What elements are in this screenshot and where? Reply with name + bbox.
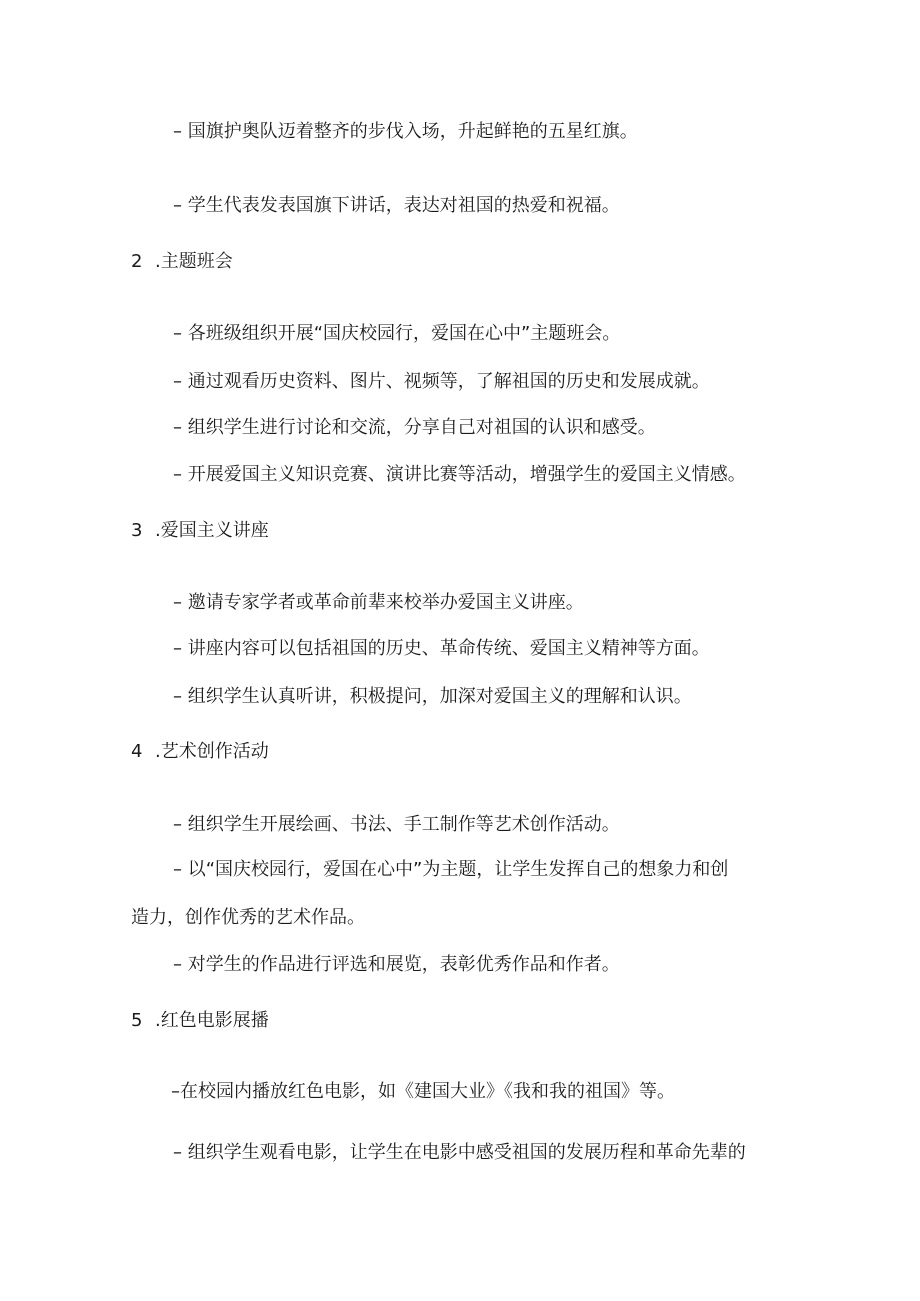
list-item: – 讲座内容可以包括祖国的历史、革命传统、爱国主义精神等方面。 [173, 638, 710, 659]
section-number: 5 [131, 1010, 143, 1031]
section-title: .爱国主义讲座 [155, 520, 269, 541]
section-heading [131, 740, 269, 764]
list-item: –在校园内播放红色电影，如《建国大业》《我和我的祖国》等。 [171, 1081, 675, 1102]
section-title: .主题班会 [155, 251, 233, 272]
section-heading [131, 519, 269, 543]
list-item: – 以“国庆校园行，爱国在心中”为主题，让学生发挥自己的想象力和创 [173, 859, 729, 880]
list-item: – 邀请专家学者或革命前辈来校举办爱国主义讲座。 [173, 592, 584, 613]
list-item: – 学生代表发表国旗下讲话，表达对祖国的热爱和祝福。 [173, 195, 620, 216]
list-item: – 各班级组织开展“国庆校园行，爱国在心中”主题班会。 [173, 323, 621, 344]
section-title: .红色电影展播 [155, 1010, 269, 1031]
list-item: – 开展爱国主义知识竞赛、演讲比赛等活动，增强学生的爱国主义情感。 [173, 464, 746, 485]
list-item: – 组织学生进行讨论和交流，分享自己对祖国的认识和感受。 [173, 417, 656, 438]
section-title: .艺术创作活动 [155, 741, 269, 762]
list-item-continuation: 造力，创作优秀的艺术作品。 [131, 907, 365, 928]
list-item: – 国旗护奥队迈着整齐的步伐入场，升起鲜艳的五星红旗。 [173, 121, 638, 142]
section-number: 4 [131, 741, 143, 762]
list-item: – 组织学生观看电影，让学生在电影中感受祖国的发展历程和革命先辈的 [173, 1142, 746, 1163]
section-heading [131, 1009, 269, 1033]
section-number: 3 [131, 520, 143, 541]
list-item: – 通过观看历史资料、图片、视频等，了解祖国的历史和发展成就。 [173, 371, 710, 392]
list-item: – 对学生的作品进行评选和展览，表彰优秀作品和作者。 [173, 954, 620, 975]
list-item: – 组织学生开展绘画、书法、手工制作等艺术创作活动。 [173, 814, 620, 835]
section-heading [131, 250, 233, 274]
section-number: 2 [131, 251, 143, 272]
list-item: – 组织学生认真听讲，积极提问，加深对爱国主义的理解和认识。 [173, 686, 692, 707]
